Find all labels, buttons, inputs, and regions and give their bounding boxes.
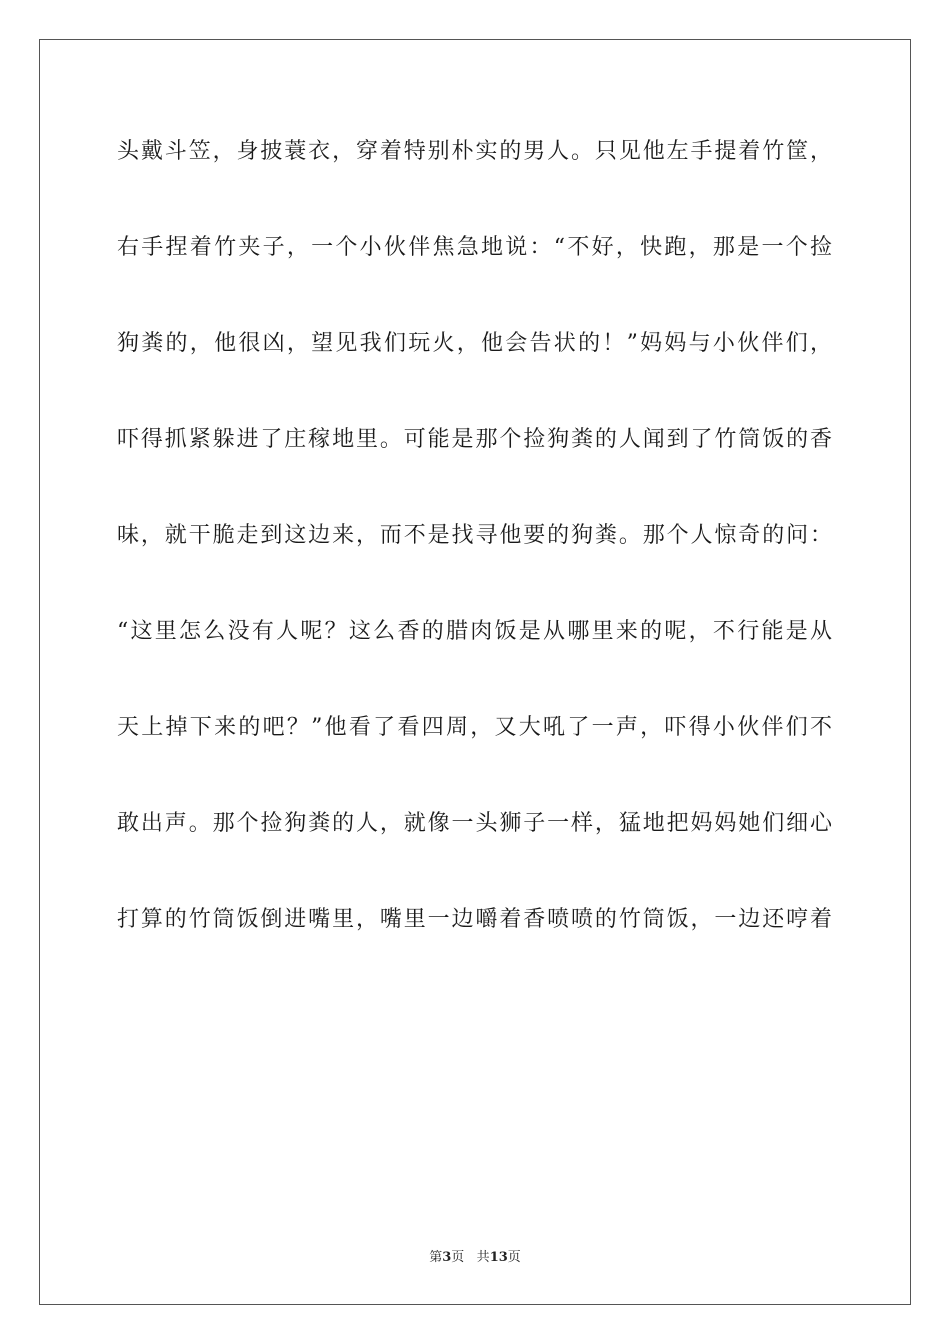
page-total: 13 (489, 1250, 508, 1265)
text-line: 狗粪的，他很凶，望见我们玩火，他会告状的！”妈妈与小伙伴们， (117, 331, 833, 356)
text-line: 打算的竹筒饭倒进嘴里，嘴里一边嚼着香喷喷的竹筒饭，一边还哼着 (117, 907, 833, 932)
page-suffix: 页 (451, 1250, 465, 1265)
text-line: 天上掉下来的吧？”他看了看四周，又大吼了一声，吓得小伙伴们不 (117, 715, 833, 740)
text-line: 头戴斗笠，身披蓑衣，穿着特别朴实的男人。只见他左手提着竹筐， (117, 139, 833, 164)
text-line: 味，就干脆走到这边来，而不是找寻他要的狗粪。那个人惊奇的问： (117, 523, 833, 548)
page-prefix: 第 (429, 1250, 443, 1265)
body-text (117, 122, 833, 986)
page-footer (0, 1246, 950, 1265)
text-line: “这里怎么没有人呢？这么香的腊肉饭是从哪里来的呢，不行能是从 (117, 619, 833, 644)
total-suffix: 页 (507, 1250, 521, 1265)
text-line: 吓得抓紧躲进了庄稼地里。可能是那个捡狗粪的人闻到了竹筒饭的香 (117, 427, 833, 452)
text-line: 右手捏着竹夹子，一个小伙伴焦急地说：“不好，快跑，那是一个捡 (117, 235, 833, 260)
text-line: 敢出声。那个捡狗粪的人，就像一头狮子一样，猛地把妈妈她们细心 (117, 811, 833, 836)
page-number: 3 (442, 1250, 452, 1265)
total-prefix: 共 (476, 1250, 490, 1265)
